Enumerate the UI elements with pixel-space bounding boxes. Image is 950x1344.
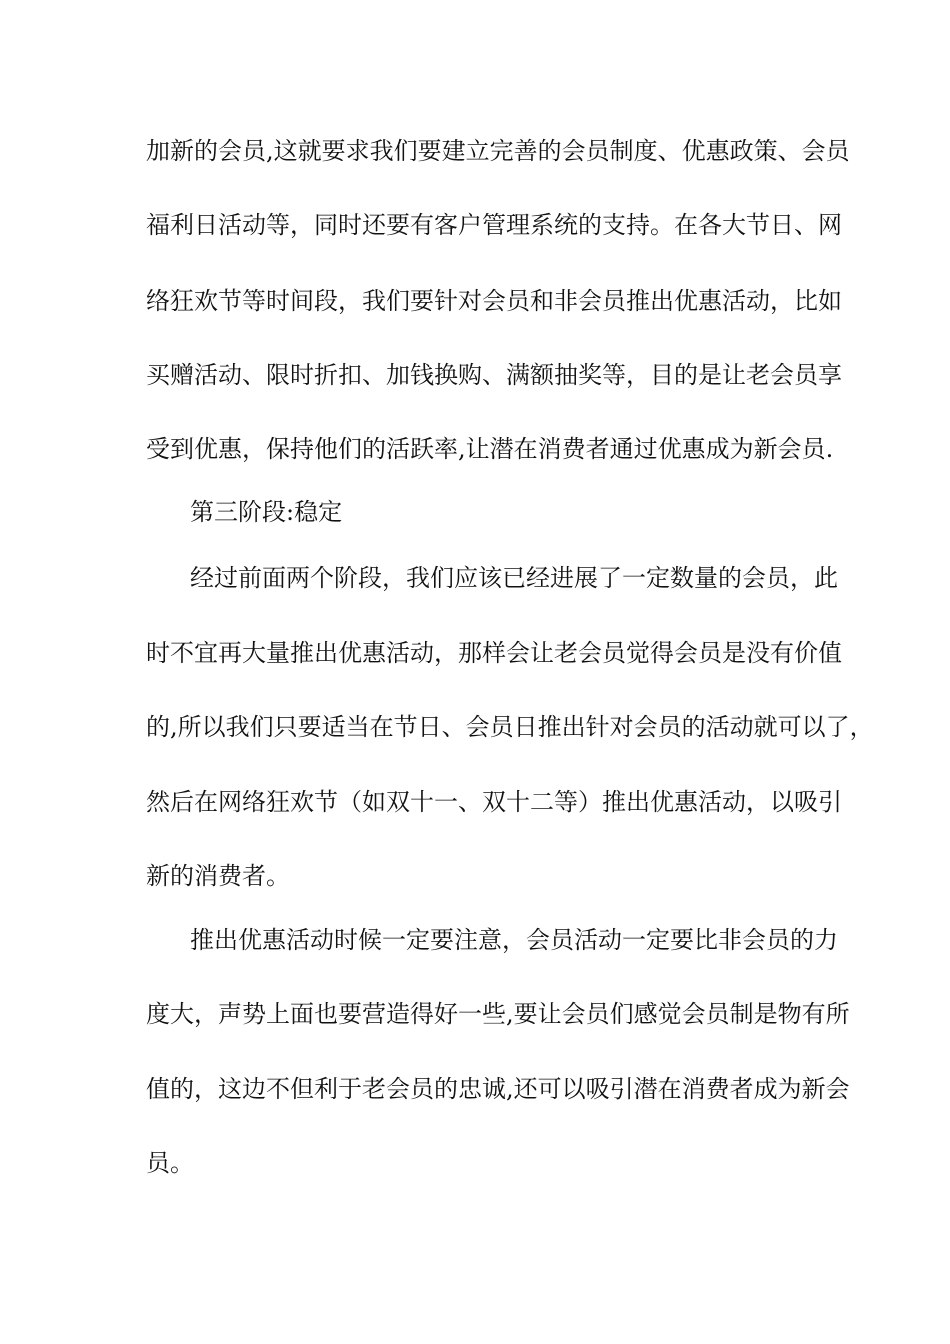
paragraph-line: 买赠活动、限时折扣、加钱换购、满额抽奖等，目的是让老会员享: [146, 361, 842, 389]
paragraph-line: 福利日活动等，同时还要有客户管理系统的支持。在各大节日、网: [146, 211, 842, 239]
paragraph-line: 员。: [146, 1149, 194, 1177]
paragraph-line: 受到优惠，保持他们的活跃率,让潜在消费者通过优惠成为新会员.: [146, 435, 834, 463]
paragraph-line: 时不宜再大量推出优惠活动，那样会让老会员觉得会员是没有价值: [146, 639, 842, 667]
paragraph-line: 推出优惠活动时候一定要注意，会员活动一定要比非会员的力: [190, 926, 838, 954]
paragraph-line: 新的消费者。: [146, 862, 290, 890]
paragraph-line: 度大，声势上面也要营造得好一些,要让会员们感觉会员制是物有所: [146, 1000, 850, 1028]
paragraph-line: 的,所以我们只要适当在节日、会员日推出针对会员的活动就可以了，: [146, 713, 874, 741]
paragraph-line: 加新的会员,这就要求我们要建立完善的会员制度、优惠政策、会员: [146, 137, 850, 165]
paragraph-line: 然后在网络狂欢节（如双十一、双十二等）推出优惠活动，以吸引: [146, 788, 842, 816]
paragraph-line: 络狂欢节等时间段，我们要针对会员和非会员推出优惠活动，比如: [146, 287, 842, 315]
paragraph-line: 经过前面两个阶段，我们应该已经进展了一定数量的会员，此: [190, 564, 838, 592]
section-heading: 第三阶段:稳定: [190, 498, 343, 526]
paragraph-line: 值的，这边不但利于老会员的忠诚,还可以吸引潜在消费者成为新会: [146, 1075, 850, 1103]
